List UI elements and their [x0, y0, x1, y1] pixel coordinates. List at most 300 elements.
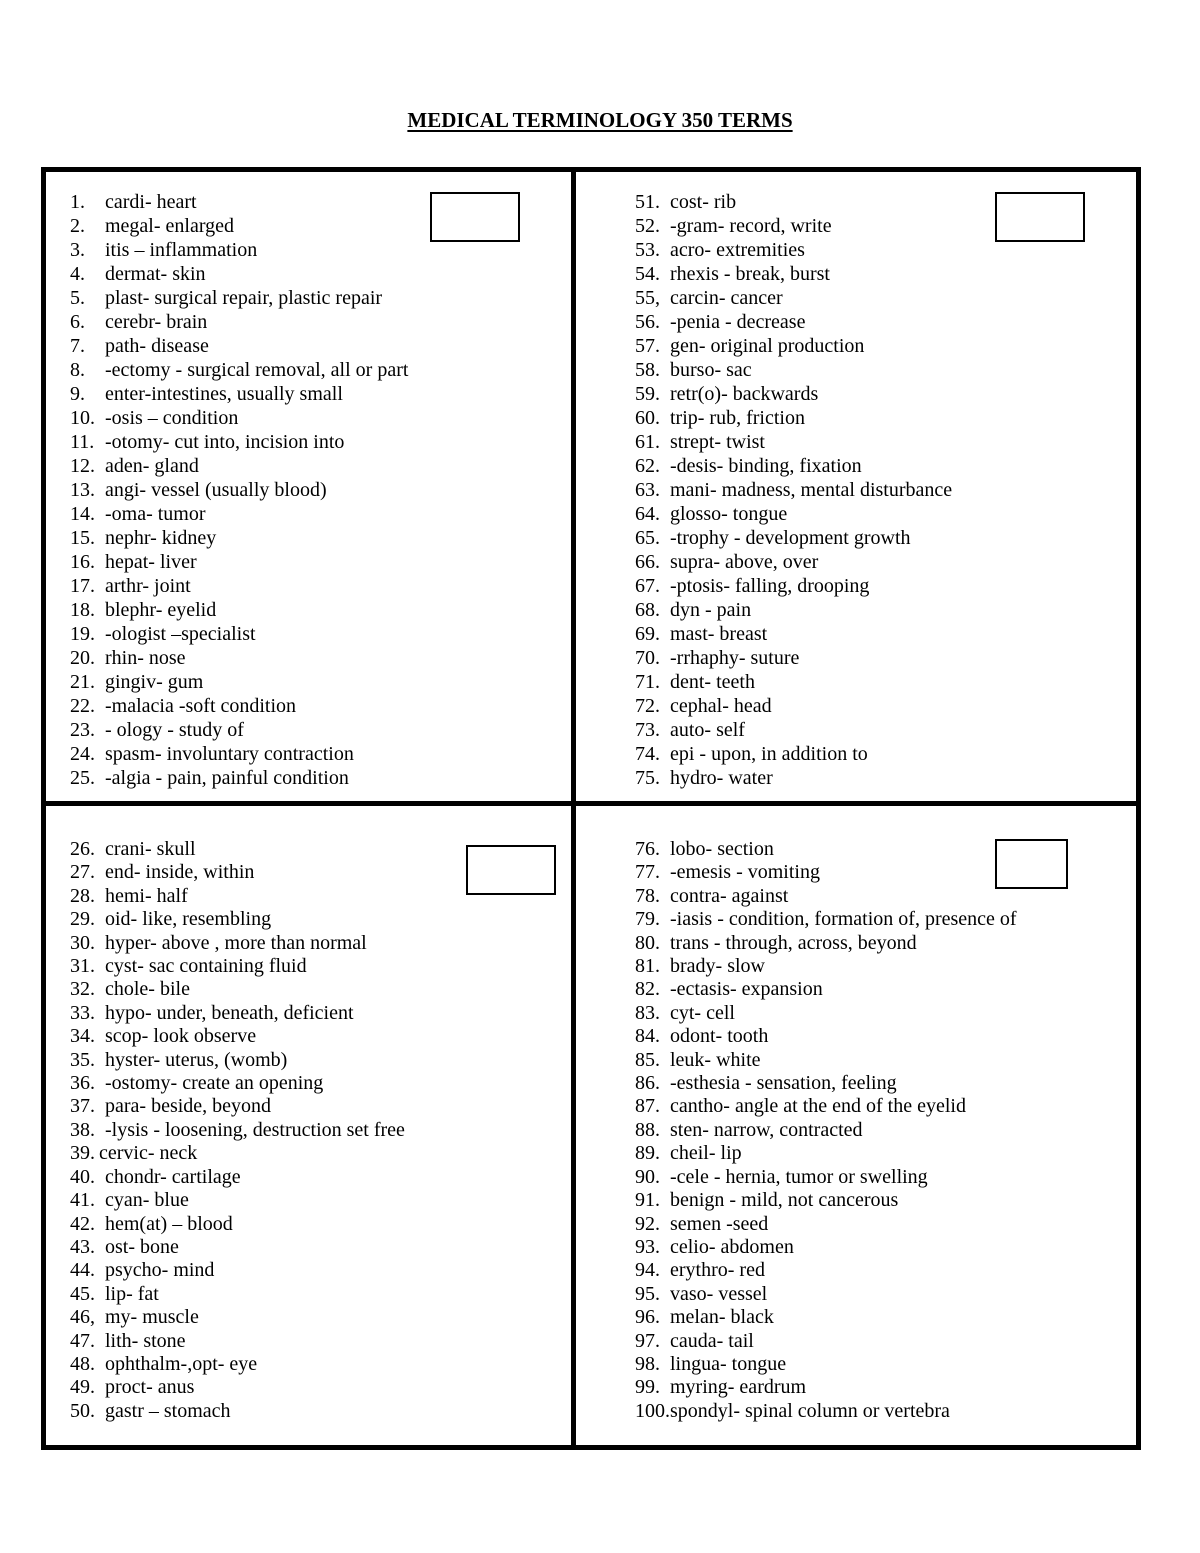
term-number: 7. [70, 335, 85, 357]
term-text: vaso- vessel [670, 1282, 768, 1305]
term-item [635, 382, 952, 406]
term-text: cantho- angle at the end of the eyelid [670, 1095, 966, 1118]
term-text: cauda- tail [670, 1329, 754, 1352]
term-text: spasm- involuntary contraction [105, 743, 354, 765]
term-text: path- disease [105, 335, 209, 357]
term-number: 91. [635, 1189, 660, 1212]
term-item [70, 406, 408, 430]
term-text: -esthesia - sensation, feeling [670, 1072, 897, 1095]
term-item [635, 885, 1017, 908]
term-item [635, 430, 952, 454]
term-item [635, 932, 1017, 955]
term-text: cervic- neck [99, 1142, 198, 1165]
term-number: 74. [635, 743, 660, 765]
term-number: 80. [635, 931, 660, 954]
term-number: 29. [70, 908, 95, 931]
term-item [70, 550, 408, 574]
term-number: 20. [70, 647, 95, 669]
term-number: 17. [70, 575, 95, 597]
term-item [635, 1119, 1017, 1142]
term-item [70, 1213, 405, 1236]
term-text: cardi- heart [105, 191, 197, 213]
term-item [70, 502, 408, 526]
term-text: hyster- uterus, (womb) [105, 1048, 288, 1071]
term-item [70, 694, 408, 718]
term-item [635, 550, 952, 574]
term-number: 58. [635, 359, 660, 381]
term-number: 85. [635, 1048, 660, 1071]
term-item [70, 358, 408, 382]
term-text: - ology - study of [105, 719, 244, 741]
term-number: 41. [70, 1189, 95, 1212]
term-text: celio- abdomen [670, 1235, 794, 1258]
term-item [70, 1376, 405, 1399]
term-number: 48. [70, 1352, 95, 1375]
term-number: 27. [70, 861, 95, 884]
term-number: 11. [70, 431, 95, 453]
term-number: 78. [635, 884, 660, 907]
term-item [70, 1002, 405, 1025]
term-item [70, 908, 405, 931]
term-number: 55, [635, 287, 660, 309]
term-text: -otomy- cut into, incision into [105, 431, 345, 453]
term-item [635, 1306, 1017, 1329]
term-text: -trophy - development growth [670, 527, 911, 549]
term-item [635, 1400, 1017, 1423]
term-item [70, 454, 408, 478]
term-text: lith- stone [105, 1329, 186, 1352]
term-text: -algia - pain, painful condition [105, 767, 349, 789]
term-number: 38. [70, 1118, 95, 1141]
term-number: 89. [635, 1142, 660, 1165]
term-number: 62. [635, 455, 660, 477]
term-item [70, 382, 408, 406]
term-number: 60. [635, 407, 660, 429]
term-list [70, 190, 408, 790]
term-number: 18. [70, 599, 95, 621]
term-number: 25. [70, 767, 95, 789]
term-item [70, 646, 408, 670]
term-item [70, 955, 405, 978]
term-text: melan- black [670, 1306, 774, 1329]
term-item [635, 1259, 1017, 1282]
term-number: 45. [70, 1282, 95, 1305]
term-number: 81. [635, 955, 660, 978]
term-text: -iasis - condition, formation of, presence of [670, 908, 1017, 931]
term-list [635, 190, 952, 790]
term-text: nephr- kidney [105, 527, 217, 549]
term-number: 68. [635, 599, 660, 621]
term-number: 8. [70, 359, 85, 381]
term-text: carcin- cancer [670, 287, 783, 309]
term-item [70, 1142, 405, 1165]
term-text: supra- above, over [670, 551, 819, 573]
term-number: 97. [635, 1329, 660, 1352]
term-item [635, 838, 1017, 861]
term-item [635, 574, 952, 598]
term-item [635, 1142, 1017, 1165]
term-number: 43. [70, 1235, 95, 1258]
term-text: hepat- liver [105, 551, 197, 573]
term-item [70, 1095, 405, 1118]
term-item [635, 1025, 1017, 1048]
term-item [70, 1072, 405, 1095]
term-text: lingua- tongue [670, 1352, 787, 1375]
term-item [635, 1072, 1017, 1095]
term-text: cyt- cell [670, 1001, 735, 1024]
term-item [635, 861, 1017, 884]
term-number: 75. [635, 767, 660, 789]
term-item [635, 908, 1017, 931]
term-item [70, 1166, 405, 1189]
term-item [635, 238, 952, 262]
term-text: scop- look observe [105, 1025, 257, 1048]
term-item [635, 454, 952, 478]
term-number: 65. [635, 527, 660, 549]
term-item [70, 214, 408, 238]
term-number: 37. [70, 1095, 95, 1118]
term-number: 42. [70, 1212, 95, 1235]
term-text: chole- bile [105, 978, 190, 1001]
term-item [70, 1400, 405, 1423]
term-number: 15. [70, 527, 95, 549]
term-item [635, 622, 952, 646]
term-text: glosso- tongue [670, 503, 788, 525]
term-item [70, 670, 408, 694]
term-text: psycho- mind [105, 1259, 215, 1282]
term-number: 72. [635, 695, 660, 717]
term-number: 96. [635, 1306, 660, 1329]
term-number: 50. [70, 1399, 95, 1422]
term-text: -lysis - loosening, destruction set free [105, 1118, 405, 1141]
term-item [635, 1213, 1017, 1236]
term-text: auto- self [670, 719, 745, 741]
term-number: 59. [635, 383, 660, 405]
term-text: gastr – stomach [105, 1399, 231, 1422]
term-number: 92. [635, 1212, 660, 1235]
term-number: 4. [70, 263, 85, 285]
term-text: mani- madness, mental disturbance [670, 479, 953, 501]
score-box[interactable] [430, 192, 520, 242]
term-number: 99. [635, 1376, 660, 1399]
term-text: enter-intestines, usually small [105, 383, 343, 405]
term-number: 51. [635, 191, 660, 213]
term-item [70, 478, 408, 502]
term-text: cyan- blue [105, 1189, 189, 1212]
term-number: 71. [635, 671, 660, 693]
term-text: crani- skull [105, 838, 196, 860]
term-item [635, 1189, 1017, 1212]
term-number: 84. [635, 1025, 660, 1048]
term-text: -ologist –specialist [105, 623, 256, 645]
term-text: rhin- nose [105, 647, 186, 669]
term-item [635, 955, 1017, 978]
term-number: 32. [70, 978, 95, 1001]
term-text: leuk- white [670, 1048, 761, 1071]
term-item [635, 1376, 1017, 1399]
term-text: benign - mild, not cancerous [670, 1189, 899, 1212]
term-number: 67. [635, 575, 660, 597]
column-divider [571, 167, 576, 1450]
term-text: hemi- half [105, 884, 188, 907]
term-text: plast- surgical repair, plastic repair [105, 287, 383, 309]
term-number: 46, [70, 1306, 95, 1329]
term-text: megal- enlarged [105, 215, 235, 237]
term-text: -penia - decrease [670, 311, 806, 333]
term-item [70, 932, 405, 955]
term-number: 19. [70, 623, 95, 645]
term-item [635, 214, 952, 238]
term-text: -osis – condition [105, 407, 239, 429]
term-item [635, 1049, 1017, 1072]
term-item [70, 430, 408, 454]
term-number: 40. [70, 1165, 95, 1188]
term-text: contra- against [670, 884, 789, 907]
term-text: -gram- record, write [670, 215, 832, 237]
term-number: 26. [70, 838, 95, 860]
score-box[interactable] [466, 845, 556, 895]
term-item [635, 1330, 1017, 1353]
term-item [635, 1095, 1017, 1118]
term-text: oid- like, resembling [105, 908, 272, 931]
term-number: 34. [70, 1025, 95, 1048]
term-number: 79. [635, 908, 660, 931]
row-divider [41, 801, 1141, 806]
term-text: aden- gland [105, 455, 199, 477]
term-text: -rrhaphy- suture [670, 647, 800, 669]
term-number: 23. [70, 719, 95, 741]
term-text: gen- original production [670, 335, 865, 357]
term-text: -ectomy - surgical removal, all or part [105, 359, 409, 381]
term-number: 33. [70, 1001, 95, 1024]
term-text: sten- narrow, contracted [670, 1118, 863, 1141]
term-number: 5. [70, 287, 85, 309]
term-text: rhexis - break, burst [670, 263, 830, 285]
term-item [635, 1236, 1017, 1259]
term-item [635, 766, 952, 790]
term-number: 14. [70, 503, 95, 525]
term-item [70, 1330, 405, 1353]
term-number: 12. [70, 455, 95, 477]
term-text: ost- bone [105, 1235, 179, 1258]
term-item [70, 978, 405, 1001]
page-title: MEDICAL TERMINOLOGY 350 TERMS [407, 108, 793, 132]
term-number: 66. [635, 551, 660, 573]
term-text: hydro- water [670, 767, 773, 789]
term-text: cheil- lip [670, 1142, 742, 1165]
term-text: cerebr- brain [105, 311, 208, 333]
term-number: 69. [635, 623, 660, 645]
term-text: cost- rib [670, 191, 737, 213]
term-number: 49. [70, 1376, 95, 1399]
term-number: 73. [635, 719, 660, 741]
term-text: lip- fat [105, 1282, 159, 1305]
term-number: 2. [70, 215, 85, 237]
term-item [635, 694, 952, 718]
term-text: odont- tooth [670, 1025, 769, 1048]
term-text: -ptosis- falling, drooping [670, 575, 870, 597]
term-number: 10. [70, 407, 95, 429]
term-text: myring- eardrum [670, 1376, 807, 1399]
term-text: trans - through, across, beyond [670, 931, 917, 954]
term-text: dermat- skin [105, 263, 206, 285]
term-item [635, 1166, 1017, 1189]
term-item [70, 574, 408, 598]
term-item [70, 334, 408, 358]
term-item [70, 598, 408, 622]
term-text: -emesis - vomiting [670, 861, 820, 884]
term-item [635, 262, 952, 286]
term-number: 57. [635, 335, 660, 357]
term-text: proct- anus [105, 1376, 195, 1399]
term-item [635, 358, 952, 382]
term-number: 6. [70, 311, 85, 333]
term-number: 54. [635, 263, 660, 285]
term-item [635, 978, 1017, 1001]
term-item [635, 286, 952, 310]
term-text: ophthalm-,opt- eye [105, 1352, 258, 1375]
term-text: angi- vessel (usually blood) [105, 479, 327, 501]
term-text: arthr- joint [105, 575, 191, 597]
term-number: 83. [635, 1001, 660, 1024]
term-text: -ectasis- expansion [670, 978, 823, 1001]
term-item [70, 1119, 405, 1142]
term-number: 44. [70, 1259, 95, 1282]
term-number: 87. [635, 1095, 660, 1118]
term-number: 82. [635, 978, 660, 1001]
term-text: cephal- head [670, 695, 772, 717]
term-number: 63. [635, 479, 660, 501]
term-text: -oma- tumor [105, 503, 206, 525]
term-number: 1. [70, 191, 85, 213]
term-text: mast- breast [670, 623, 768, 645]
term-text: -ostomy- create an opening [105, 1072, 324, 1095]
term-text: trip- rub, friction [670, 407, 805, 429]
term-item [70, 622, 408, 646]
term-item [70, 718, 408, 742]
term-list [635, 838, 1017, 1423]
term-item [70, 526, 408, 550]
term-text: epi - upon, in addition to [670, 743, 868, 765]
term-item [70, 190, 408, 214]
term-item [70, 310, 408, 334]
term-text: lobo- section [670, 838, 774, 860]
term-item [635, 526, 952, 550]
term-item [635, 1002, 1017, 1025]
term-item [635, 190, 952, 214]
term-item [635, 502, 952, 526]
score-box[interactable] [995, 839, 1068, 889]
term-number: 86. [635, 1072, 660, 1095]
term-number: 61. [635, 431, 660, 453]
score-box[interactable] [995, 192, 1085, 242]
term-text: dent- teeth [670, 671, 755, 693]
term-number: 70. [635, 647, 660, 669]
term-number: 39. [70, 1142, 95, 1165]
term-number: 52. [635, 215, 660, 237]
term-number: 35. [70, 1048, 95, 1071]
term-item [70, 861, 405, 884]
term-text: spondyl- spinal column or vertebra [670, 1399, 950, 1422]
term-number: 31. [70, 955, 95, 978]
term-item [70, 1049, 405, 1072]
term-item [70, 742, 408, 766]
term-item [70, 1025, 405, 1048]
term-text: -desis- binding, fixation [670, 455, 862, 477]
term-number: 56. [635, 311, 660, 333]
term-item [635, 1283, 1017, 1306]
term-number: 95. [635, 1282, 660, 1305]
term-item [70, 1236, 405, 1259]
term-number: 28. [70, 884, 95, 907]
term-text: itis – inflammation [105, 239, 258, 261]
term-item [635, 742, 952, 766]
term-text: brady- slow [670, 955, 765, 978]
term-item [70, 238, 408, 262]
term-number: 30. [70, 931, 95, 954]
term-number: 100. [635, 1399, 670, 1422]
term-number: 94. [635, 1259, 660, 1282]
term-number: 13. [70, 479, 95, 501]
term-text: chondr- cartilage [105, 1165, 241, 1188]
term-item [635, 406, 952, 430]
term-item [635, 718, 952, 742]
term-text: burso- sac [670, 359, 752, 381]
term-item [635, 334, 952, 358]
term-text: gingiv- gum [105, 671, 204, 693]
term-number: 9. [70, 383, 85, 405]
term-number: 22. [70, 695, 95, 717]
term-text: -cele - hernia, tumor or swelling [670, 1165, 928, 1188]
term-item [635, 310, 952, 334]
term-item [635, 670, 952, 694]
term-item [70, 1306, 405, 1329]
term-number: 24. [70, 743, 95, 765]
term-item [70, 1189, 405, 1212]
term-text: end- inside, within [105, 861, 255, 884]
term-text: hem(at) – blood [105, 1212, 233, 1235]
term-item [70, 766, 408, 790]
term-item [70, 1353, 405, 1376]
term-number: 16. [70, 551, 95, 573]
term-text: -malacia -soft condition [105, 695, 297, 717]
term-text: para- beside, beyond [105, 1095, 272, 1118]
term-item [635, 598, 952, 622]
term-number: 88. [635, 1118, 660, 1141]
term-text: my- muscle [105, 1306, 199, 1329]
term-number: 3. [70, 239, 85, 261]
term-number: 53. [635, 239, 660, 261]
term-text: semen -seed [670, 1212, 769, 1235]
term-number: 47. [70, 1329, 95, 1352]
term-text: dyn - pain [670, 599, 752, 621]
term-text: acro- extremities [670, 239, 805, 261]
term-number: 90. [635, 1165, 660, 1188]
term-number: 36. [70, 1072, 95, 1095]
term-number: 21. [70, 671, 95, 693]
term-number: 77. [635, 861, 660, 884]
term-number: 93. [635, 1235, 660, 1258]
term-item [70, 1259, 405, 1282]
term-text: erythro- red [670, 1259, 765, 1282]
term-item [70, 838, 405, 861]
term-text: retr(o)- backwards [670, 383, 819, 405]
term-text: hypo- under, beneath, deficient [105, 1001, 354, 1024]
term-number: 76. [635, 838, 660, 860]
term-item [635, 1353, 1017, 1376]
term-list [70, 838, 405, 1423]
term-item [70, 286, 408, 310]
